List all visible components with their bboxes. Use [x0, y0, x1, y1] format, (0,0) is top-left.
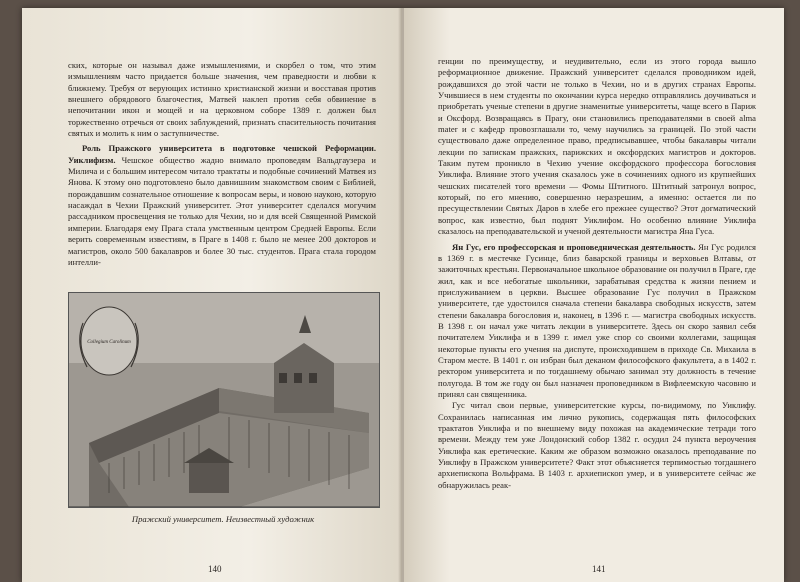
section-heading: Роль Пражского университета в подготовке чешской Реформации. Уиклифизм. [68, 143, 376, 165]
section-heading: Ян Гус, его профессорская и проповедническая деятельность. [452, 241, 696, 252]
cartouche [80, 307, 138, 375]
page-number: 140 [208, 564, 222, 574]
engraving-illustration [68, 292, 380, 508]
cartouche-label: Collegium Carolinum [87, 340, 131, 345]
university-engraving [69, 293, 379, 507]
page-number: 141 [592, 564, 606, 574]
figure-caption: Пражский университет. Неизвестный художник [131, 514, 315, 524]
paragraph: ских, которые он называл даже измышлениями, и скорбел о том, что этим измышлениям часто придается больше значения, чем праведности и любви к ближнему. Требуя от верующих истинно христианской жизни и восставая против внешнего обрядового благочестия, Матвей наклеп против себя обвинение в непочитании икон и мощей и на церковном соборе 1389 г. должен был торжественно отречься от своих заблуждений, признать спасительность почитания святых и молить к ним о заступничестве. [68, 60, 376, 139]
paragraph: Гус читал свои первые, университетские курсы, по-видимому, по Уиклифу. Сохранилась написанная им лично рукопись, содержащая пять философских трактатов Уиклифа и по внешнему виду похожая на академические тетради того времени. Между тем уже Лондонский собор 1382 г. осудил 24 пункта вероучения Уиклифа как еретические. Каким же образом возможно оказалось преподавание по Уиклифу в Пражском университете? Факт этот объясняется терпимостью тогдашнего архиепископа Вольфрама. В 1403 г. архиепископ умер, и в университете сейчас же обнаружилась реак- [438, 400, 756, 490]
paragraph: Ян Гус, его профессорская и проповедническая деятельность. Ян Гус родился в 1369 г. в местечке Гусинце, близ баварской границы и верховьев Влтавы, от зажиточных крестьян. Первоначальное школьное образование он получил в Праге, где жил, как и все небогатые школьники, зарабатывая средства к жизни пением и прислуживанием в церкви. Высшее образование Гус получил в Пражском университете, где удостоился сначала степени бакалавра свободных искусств, затем степени бакалавра богословия и, наконец, в 1396 г. — магистра свободных искусств. В 1398 г. он начал уже читать лекции в университете. Здесь он скоро заявил себя почитателем Уиклифа и в 1399 г. имел уже спор со своими коллегами, защищая некоторые пункты его учения на диспуте, происходившем в приходе Св. Михаила в Старом месте. В 1401 г. он избран был деканом философского факультета, а в 1402 г. ректором университета и по тогдашнему обычаю занимал эту должность в течение полугода. В том же году он был назначен проповедником в Вифлеемскую часовню и принял сан священника. [438, 241, 756, 399]
left-page-text [68, 60, 376, 268]
right-page [404, 8, 784, 582]
paragraph: генции по преимуществу, и неудивительно, если из этого города вышло реформационное движение. Пражский университет сделался проводником идей, рождавшихся до этой части не только в Чехии, но и в других странах Европы. Учившиеся в нем студенты по окончании курса нередко отправлялись доучиваться и приобретать ученые степени в другие знаменитые университеты, чаще всего в Париж и Оксфорд. Возвращаясь в Прагу, они становились преподавателями в своей alma mater и с кафедр провозглашали то, чему научились за границей. По этой части существовало даже определенное право, предписывавшее, чтобы бакалавры читали лекции по запискам пражских, парижских и оксфордских магистров и докторов. Таким путем проникло в Чехию учение оксфордского профессора богословия Уиклифа. Влияние этого учения сказалось уже в сочинениях одного из крупнейших чешских писателей того времени — Фомы Штитного. Штитный затронул вопрос, который, по его мнению, совершенно неразрешим, а именно: остается ли по пресуществлении Святых Даров в хлебе его прежнее существо? Этот догматический вопрос, как известно, был поднят Уиклифом. Но особенно влияние Уиклифа сказалось на преподавательской и ученой деятельности магистра Яна Гуса. [438, 56, 756, 237]
paragraph: Роль Пражского университета в подготовке чешской Реформации. Уиклифизм. Чешское общество жадно внимало проповедям Вальдгаузера и Милича и с большим интересом читало трактаты и подобные сочинений Матвея из Янова. К этому оно подготовлено было давнишним знакомством своим с Библией, порождавшим сознательное отношение к вопросам веры, и новою наукою, которую насаждал в Чехии Пражский университет. Этот университет сделался могучим рассадником просвещения не только для Чехии, но и для всей Священной Римской империи. Благодаря ему Прага стала умственным центром Средней Европы. Если верить современным известиям, в Праге в 1408 г. было не менее 200 докторов и магистров, около 500 бакалавров и более 30 тыс. студентов. Прага стала городом интелли- [68, 143, 376, 267]
left-page [22, 8, 402, 582]
open-book [22, 8, 784, 582]
right-page-text [438, 56, 756, 491]
